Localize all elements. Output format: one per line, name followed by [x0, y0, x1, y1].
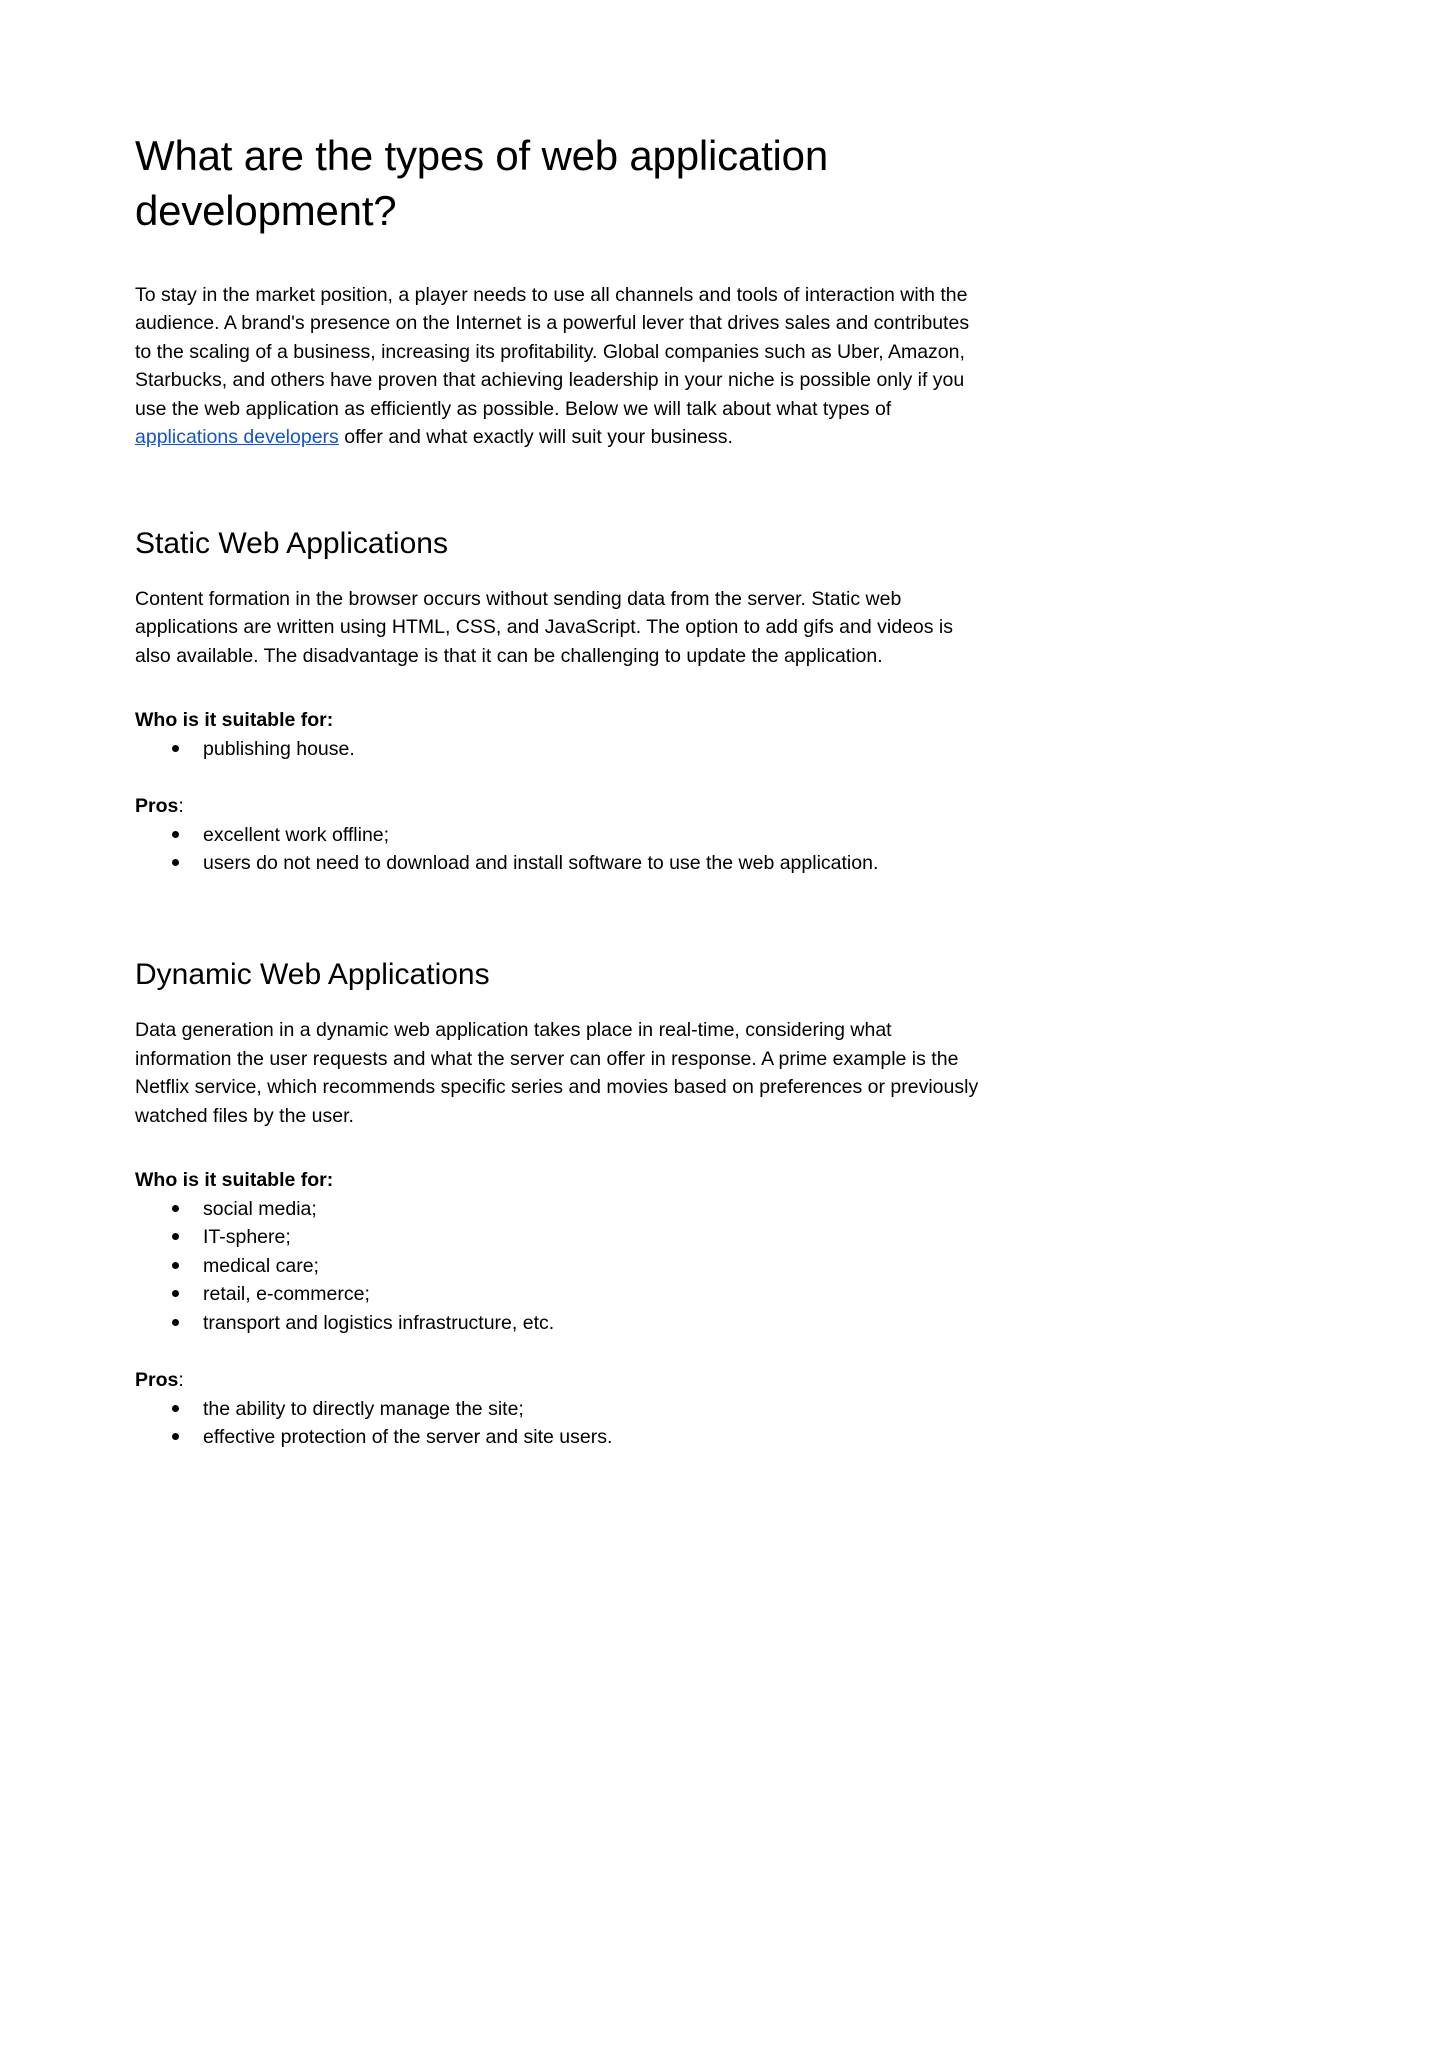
pros-label-bold-static: Pros [135, 795, 179, 818]
list-item [135, 1195, 980, 1223]
list-item-label: effective protection of the server and site users. [203, 1426, 613, 1449]
list-item-label: users do not need to download and install software to use the web application. [203, 851, 879, 874]
pros-list-static [135, 821, 980, 878]
list-item-label: publishing house. [203, 737, 355, 760]
list-item [135, 735, 980, 763]
section-paragraph-static: Content formation in the browser occurs without sending data from the server. Static web applications are written using HTML, CSS, and JavaScript. The option to add gifs and videos is also available. The disadvantage is that it can be challenging to update the application. [135, 587, 953, 667]
bullet-icon [172, 1433, 179, 1440]
list-item [135, 1309, 980, 1337]
suitable-for-list-static [135, 735, 980, 763]
document-content [135, 128, 980, 1452]
section-heading-dynamic: Dynamic Web Applications [135, 958, 490, 992]
pros-label-static [135, 792, 980, 820]
section-paragraph-dynamic: Data generation in a dynamic web application takes place in real-time, considering what information the user requests and what the server can offer in response. A prime example is the Netflix service, which recommends specific series and movies based on preferences or previously watched files by the user. [135, 1019, 979, 1127]
pros-label-dynamic [135, 1366, 980, 1394]
suitable-for-label-bold-static: Who is it suitable for: [135, 709, 334, 732]
intro-text-after-link: offer and what exactly will suit your business. [338, 426, 733, 449]
bullet-icon [172, 1290, 179, 1297]
intro-text-before-link: To stay in the market position, a player needs to use all channels and tools of interaction with the audience. A brand's presence on the Internet is a powerful lever that drives sales and contributes to the scaling of a business, increasing its profitability. Global companies such as Uber, Amazon, Starbucks, and others have proven that achieving leadership in your niche is possible only if you use the web application as efficiently as possible. Below we will talk about what types of [135, 283, 970, 420]
bullet-icon [172, 1205, 179, 1212]
bullet-icon [172, 859, 179, 866]
applications-developers-link[interactable]: applications developers [135, 426, 339, 449]
list-item-label: transport and logistics infrastructure, etc. [203, 1311, 555, 1334]
intro-paragraph [135, 281, 980, 452]
list-item [135, 1280, 980, 1308]
list-item [135, 1223, 980, 1251]
list-item [135, 821, 980, 849]
list-item-label: the ability to directly manage the site; [203, 1397, 524, 1420]
page-title: What are the types of web application development? [135, 132, 829, 235]
pros-list-dynamic [135, 1395, 980, 1452]
bullet-icon [172, 1262, 179, 1269]
suitable-for-label-dynamic [135, 1166, 980, 1194]
bullet-icon [172, 831, 179, 838]
bullet-icon [172, 1233, 179, 1240]
list-item [135, 849, 980, 877]
section-heading-static: Static Web Applications [135, 526, 448, 560]
pros-label-rest-static: : [178, 795, 184, 818]
bullet-icon [172, 1405, 179, 1412]
list-item-label: IT-sphere; [203, 1226, 291, 1249]
suitable-for-label-static [135, 706, 980, 734]
list-item [135, 1395, 980, 1423]
list-item [135, 1252, 980, 1280]
bullet-icon [172, 1319, 179, 1326]
suitable-for-list-dynamic [135, 1195, 980, 1337]
bullet-icon [172, 745, 179, 752]
list-item-label: retail, e-commerce; [203, 1283, 370, 1306]
list-item-label: medical care; [203, 1254, 319, 1277]
list-item-label: excellent work offline; [203, 823, 390, 846]
suitable-for-label-bold-dynamic: Who is it suitable for: [135, 1169, 334, 1192]
pros-label-bold-dynamic: Pros [135, 1369, 179, 1392]
pros-label-rest-dynamic: : [178, 1369, 184, 1392]
list-item-label: social media; [203, 1197, 317, 1220]
list-item [135, 1423, 980, 1451]
